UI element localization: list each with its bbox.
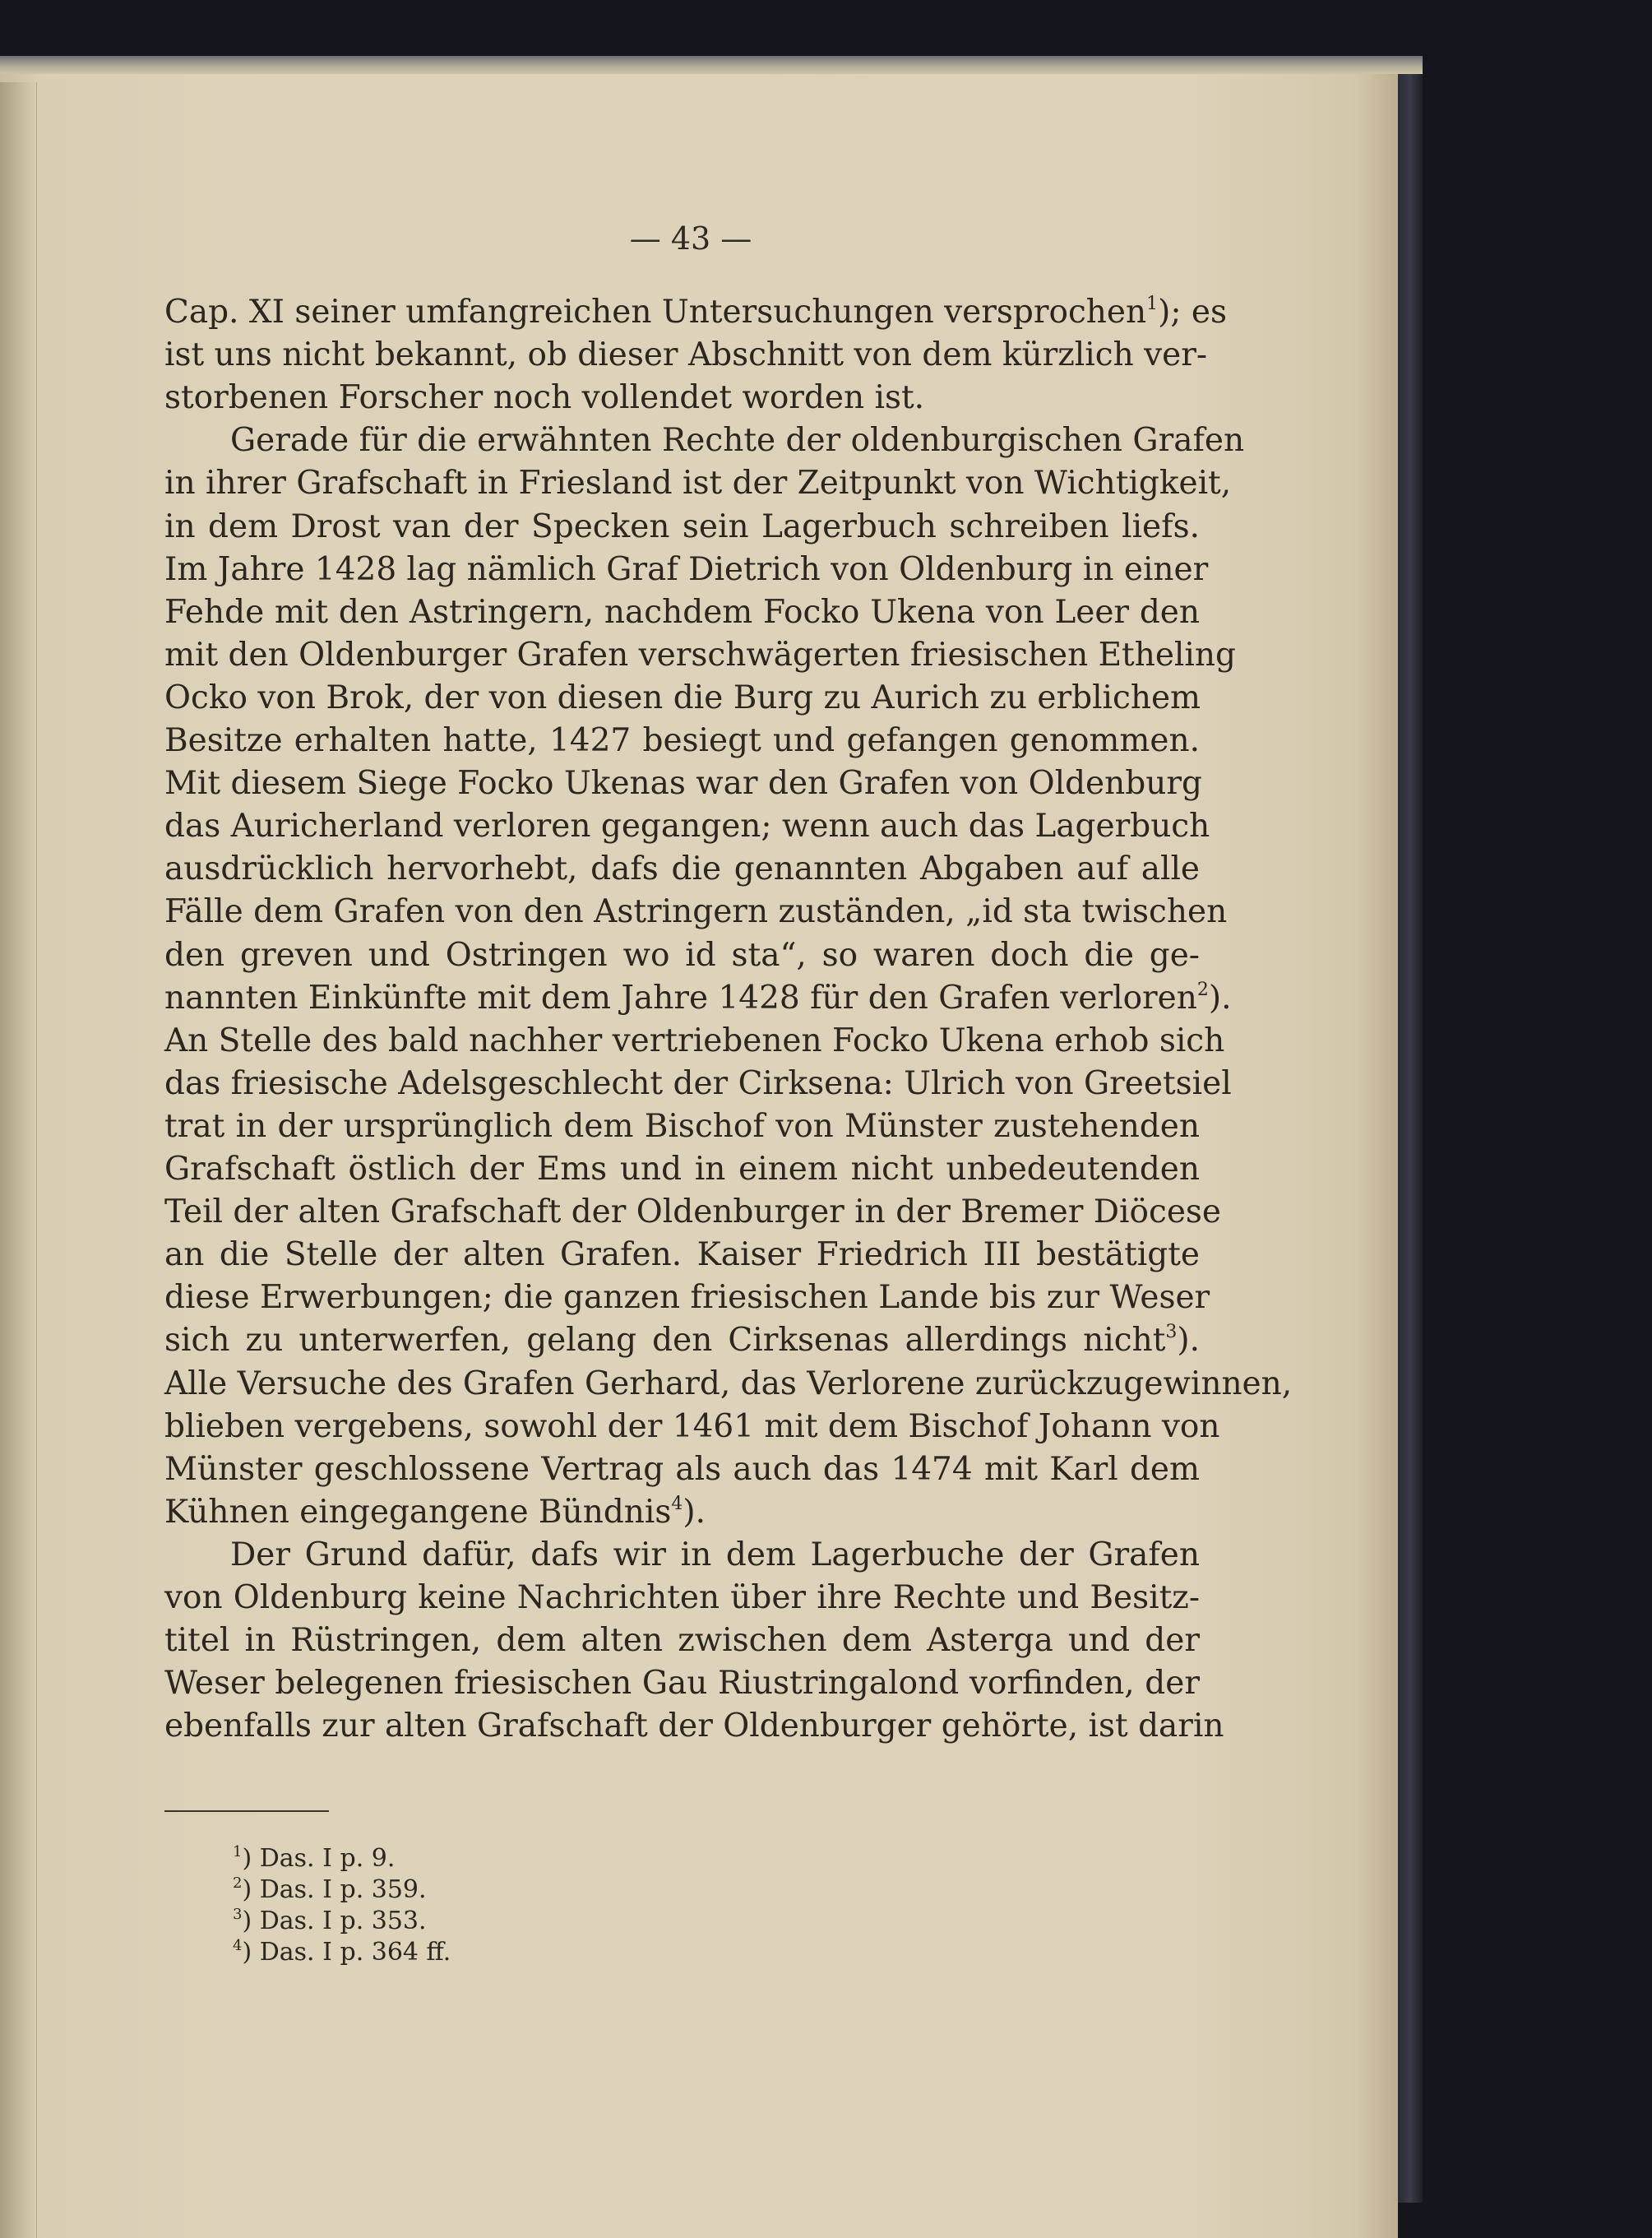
- text-line: [164, 634, 1236, 677]
- footnote-separator: [164, 1810, 329, 1812]
- footnote: [233, 1842, 395, 1875]
- text-line: [164, 1105, 1200, 1148]
- text-line: [164, 506, 1200, 549]
- text-line: [164, 762, 1200, 805]
- text-line-content: Kühnen eingegangene Bündnis: [164, 1493, 672, 1531]
- text-line: [164, 1191, 1222, 1234]
- text-line: [164, 591, 1200, 634]
- text-line-content: An Stelle des bald nachher vertriebenen Focko Ukena erhob sich: [164, 1022, 1225, 1059]
- text-line: [164, 1705, 1224, 1748]
- text-line-content: in dem Drost van der Specken sein Lagerbuch schreiben liefs.: [164, 507, 1200, 545]
- text-line-content: Der Grund dafür, dafs wir in dem Lagerbuche der Grafen: [230, 1536, 1200, 1573]
- text-line: [164, 1148, 1200, 1191]
- text-line-content: mit den Oldenburger Grafen verschwägerten friesischen Etheling: [164, 636, 1236, 674]
- page-top-edge: [0, 56, 1423, 74]
- text-line: [164, 291, 1227, 334]
- text-line: [164, 1662, 1200, 1705]
- text-line: [164, 1406, 1220, 1448]
- text-line: [164, 977, 1232, 1020]
- text-line-content: Alle Versuche des Grafen Gerhard, das Verlorene zurückzugewinnen,: [164, 1365, 1293, 1402]
- text-line-content: an die Stelle der alten Grafen. Kaiser Friedrich III bestätigte: [164, 1236, 1200, 1274]
- text-line-content: Grafschaft östlich der Ems und in einem nicht unbedeutenden: [164, 1151, 1200, 1188]
- text-line: [164, 891, 1228, 934]
- footnote-mark: 2: [233, 1874, 243, 1892]
- footnote-mark: 4: [233, 1937, 243, 1954]
- text-line: [230, 419, 1245, 462]
- text-line-content: Mit diesem Siege Focko Ukenas war den Grafen von Oldenburg: [164, 765, 1202, 803]
- text-line: [164, 1577, 1200, 1619]
- text-line-content: blieben vergebens, sowohl der 1461 mit dem Bischof Johann von: [164, 1407, 1220, 1445]
- text-line-content: Fälle dem Grafen von den Astringern zuständen, „id sta twischen: [164, 893, 1228, 931]
- footnote-mark: 3: [233, 1906, 243, 1923]
- text-line-content: Besitze erhalten hatte, 1427 besiegt und gefangen genommen.: [164, 722, 1200, 759]
- footnote-text: ) Das. I p. 364 ff.: [242, 1938, 451, 1967]
- footnote-text: ) Das. I p. 353.: [242, 1907, 427, 1935]
- text-line-content: storbenen Forscher noch vollendet worden ist.: [164, 379, 925, 417]
- footnote-text: ) Das. I p. 359.: [242, 1875, 427, 1904]
- text-line-content: nannten Einkünfte mit dem Jahre 1428 für den Grafen verloren: [164, 979, 1197, 1017]
- text-line-content: Cap. XI seiner umfangreichen Untersuchungen versprochen: [164, 294, 1147, 331]
- text-line-tail: ).: [1208, 979, 1232, 1017]
- text-line-content: diese Erwerbungen; die ganzen friesischen Lande bis zur Weser: [164, 1279, 1210, 1317]
- text-line: [230, 1534, 1200, 1577]
- footnote-mark: 1: [233, 1843, 243, 1860]
- text-line-content: Fehde mit den Astringern, nachdem Focko Ukena von Leer den: [164, 593, 1200, 631]
- text-line-content: in ihrer Grafschaft in Friesland ist der Zeitpunkt von Wichtigkeit,: [164, 465, 1232, 503]
- page-gutter: [0, 82, 37, 2238]
- text-line-content: das Auricherland verloren gegangen; wenn auch das Lagerbuch: [164, 808, 1210, 846]
- footnote-ref: 2: [1196, 979, 1209, 1000]
- text-line-content: das friesische Adelsgeschlecht der Cirksena: Ulrich von Greetsiel: [164, 1064, 1232, 1102]
- text-line-content: von Oldenburg keine Nachrichten über ihre Rechte und Besitz-: [164, 1579, 1200, 1616]
- footnote: [233, 1905, 427, 1938]
- text-line-content: sich zu unterwerfen, gelang den Cirksenas allerdings nicht: [164, 1322, 1166, 1360]
- text-line: [164, 377, 1200, 419]
- text-line-content: Teil der alten Grafschaft der Oldenburger in der Bremer Diöcese: [164, 1193, 1222, 1231]
- text-line-content: ist uns nicht bekannt, ob dieser Abschnitt von dem kürzlich ver-: [164, 336, 1208, 374]
- footnote: [233, 1936, 451, 1969]
- text-line: [164, 334, 1208, 377]
- text-line: [164, 1619, 1200, 1662]
- text-line: [164, 1491, 1200, 1534]
- footnote-ref: 4: [671, 1493, 683, 1514]
- text-line: [164, 462, 1232, 505]
- text-line: [164, 677, 1200, 720]
- text-line: [164, 1319, 1200, 1362]
- text-line-content: Weser belegenen friesischen Gau Riustringalond vorfinden, der: [164, 1665, 1200, 1703]
- text-line: [164, 1234, 1200, 1277]
- text-line-content: Ocko von Brok, der von diesen die Burg zu Aurich zu erblichem: [164, 679, 1201, 716]
- text-line-content: den greven und Ostringen wo id sta“, so waren doch die ge-: [164, 936, 1200, 974]
- text-line: [164, 805, 1210, 848]
- footnote: [233, 1874, 427, 1907]
- text-line: [164, 720, 1200, 762]
- footnote-ref: 3: [1165, 1322, 1178, 1343]
- text-line-content: Gerade für die erwähnten Rechte der oldenburgischen Grafen: [230, 422, 1245, 460]
- text-line: [164, 1277, 1210, 1319]
- text-line-content: ebenfalls zur alten Grafschaft der Oldenburger gehörte, ist darin: [164, 1707, 1224, 1745]
- text-line-content: titel in Rüstringen, dem alten zwischen dem Asterga und der: [164, 1622, 1200, 1660]
- text-line-content: ausdrücklich hervorhebt, dafs die genannten Abgaben auf alle: [164, 850, 1200, 888]
- text-line: [164, 1020, 1225, 1063]
- text-line-tail: ).: [1177, 1322, 1200, 1360]
- page-number: — 43 —: [629, 220, 752, 257]
- text-line: [164, 1363, 1293, 1406]
- text-line-tail: ); es: [1158, 294, 1227, 331]
- text-line-tail: ).: [683, 1493, 706, 1531]
- text-line: [164, 1448, 1200, 1491]
- text-line: [164, 848, 1200, 891]
- text-line: [164, 934, 1200, 977]
- text-line: [164, 549, 1209, 591]
- text-line-content: Im Jahre 1428 lag nämlich Graf Dietrich von Oldenburg in einer: [164, 550, 1209, 588]
- text-line: [164, 1063, 1232, 1105]
- footnote-text: ) Das. I p. 9.: [242, 1844, 396, 1873]
- text-line-content: Münster geschlossene Vertrag als auch das 1474 mit Karl dem: [164, 1450, 1200, 1488]
- footnote-ref: 1: [1146, 294, 1159, 314]
- text-line-content: trat in der ursprünglich dem Bischof von Münster zustehenden: [164, 1107, 1200, 1145]
